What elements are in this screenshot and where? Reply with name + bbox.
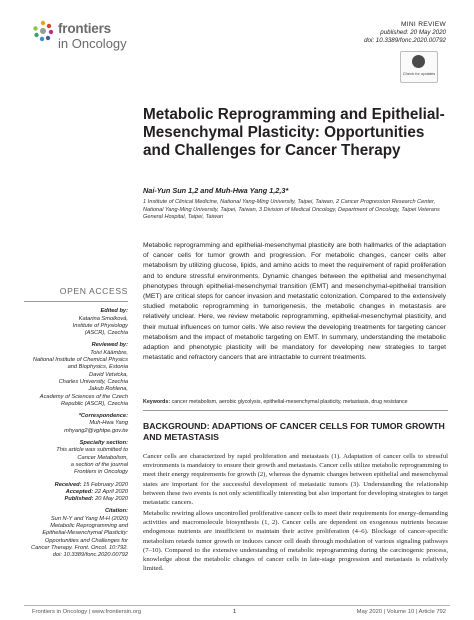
published-date — [24, 496, 128, 503]
reviewer-line: Toivi Käämbre, — [90, 349, 128, 356]
sidebar-divider — [24, 301, 128, 302]
reviewer-line: David Vetvicka, — [89, 371, 128, 378]
citation-doi-link[interactable]: doi: 10.3389/fonc.2020.00792 — [52, 552, 128, 559]
editor-line: Institute of Physiology — [72, 322, 128, 329]
reviewed-by-label: Reviewed by: — [91, 342, 128, 349]
specialty-line: Frontiers in Oncology — [73, 469, 128, 476]
published-date-header: published: 20 May 2020 — [380, 29, 446, 36]
received-value: 15 February 2020 — [83, 481, 128, 488]
keywords — [143, 399, 448, 406]
journal-logo-name: frontiers — [58, 21, 111, 36]
divider — [143, 410, 448, 411]
article-title: Metabolic Reprogramming and Epithelial-Mesenchymal Plasticity: Opportunities and Challenges for Cancer Therapy — [143, 106, 445, 159]
check-for-updates-button[interactable] — [400, 51, 438, 83]
specialty-line: Cancer Metabolism, — [77, 454, 128, 461]
published-label: Published: — [64, 496, 94, 503]
footer-volume-info: May 2020 | Volume 10 | Article 792 — [356, 609, 446, 615]
body-paragraph: Metabolic rewiring allows uncontrolled proliferative cancer cells to meet their requirements for energy-demanding activities and macromolecule biosynthesis (1, 2). Cancer cells are dependent on exogenous nutrients because endogenous nutrients are insufficient to maintain their active proliferation (4–6). Blockage of cancer-specific metabolism retards tumor growth or induces cancer cell death through modulation of various signaling pathways (7–10). Compared to the extensive understanding of metabolic reprogramming during the carcinogenic process, knowledge about the metabolic changes of cancer cells in late-stage progression and metastasis is relatively limited. — [143, 510, 448, 573]
doi-header: doi: 10.3389/fonc.2020.00792 — [364, 37, 446, 44]
abstract: Metabolic reprogramming and epithelial-mesenchymal plasticity are both hallmarks of the adaptation of cancer cells for tumor growth and progression. For metabolic changes, cancer cells alter metabolism by utilizing glucose, lipids, and amino acids to meet the requirement of rapid proliferation and to endure stressful environments. Dynamic changes between the epithelial and mesenchymal phenotypes through epithelial-mesenchymal transition (EMT) and mesenchymal-epithelial transition (MET) are critical steps for cancer invasion and metastatic colonization. Compared to the extensively studied metabolic reprogramming in tumorigenesis, the metabolic changes in metastasis are relatively unclear. Here, we review metabolic reprogramming, epithelial-mesenchymal plasticity, and their mutual influences on tumor cells. We also review the developing treatments for targeting cancer metabolism and the impact of metabolic targeting on EMT. In summary, understanding the metabolic adaption and phenotypic plasticity will be mandatory for developing new strategies to target metastatic and refractory cancers that are intractable to current treatments. — [143, 242, 446, 362]
specialty-section-info — [24, 447, 128, 476]
check-updates-label: Check for updates — [402, 71, 436, 76]
received-date — [24, 482, 128, 489]
reviewer-line: and Biophysics, Estonia — [67, 364, 128, 371]
received-label: Received: — [54, 481, 82, 488]
accepted-value: 22 April 2020 — [94, 488, 128, 495]
correspondence-label: *Correspondence: — [78, 413, 128, 420]
correspondence-info — [24, 420, 128, 435]
footer-journal-link[interactable]: Frontiers in Oncology | www.frontiersin.org — [32, 609, 142, 615]
specialty-section-label: Specialty section: — [79, 440, 128, 447]
citation-line: Cancer Therapy. Front. Oncol. 10:792. — [31, 544, 128, 551]
keywords-list: cancer metabolism, aerobic glycolysis, epithelial-mesenchymal plasticity, metastasis, drug resistance — [171, 399, 408, 405]
reviewer-line: Jakub Rohlena, — [88, 386, 128, 393]
article-type: MINI REVIEW — [400, 21, 446, 28]
editor-line: (ASCR), Czechia — [84, 330, 128, 337]
citation-line: Epithelial-Mesenchymal Plasticity: — [42, 530, 128, 537]
check-updates-icon — [412, 55, 425, 68]
reviewer-info — [24, 350, 128, 408]
reviewer-line: Republic (ASCR), Czechia — [60, 400, 128, 407]
body-paragraph: Cancer cells are characterized by rapid proliferation and metastasis (1). Adaptation of cancer cells to stressful environments is mandatory to ensure their growth and metastasis. Cancer cells utilize metabolic reprogramming to meet their energy requirements for growth (2), whereas the dynamic changes between epithelial and mesenchymal states are important for the successful development of metastatic tumors (3). Understanding the relationship between these two events is not only scientifically interesting but also important for developing strategies to target metastatic cancers. — [143, 453, 448, 507]
open-access-label: OPEN ACCESS — [59, 286, 128, 296]
author-affiliations: 1 Institute of Clinical Medicine, National Yang-Ming University, Taipei, Taiwan, 2 Cancer Progression Research Center, National Yang-Ming University, Taipei, Taiwan, 3 Division of Medical Oncology, Department of Oncology, Taipei Veterans General Hospital, Taipei, Taiwan — [143, 199, 440, 221]
footer-divider — [24, 605, 450, 606]
published-value: 20 May 2020 — [95, 496, 128, 503]
reviewer-line: Academy of Sciences of the Czech — [39, 393, 128, 400]
correspondence-email-link[interactable]: mhyang2@vghtpe.gov.tw — [64, 427, 128, 434]
citation-line: Metabolic Reprogramming and — [50, 523, 128, 530]
keywords-label: Keywords: — [143, 399, 171, 405]
citation-line: Opportunities and Challenges for — [44, 537, 128, 544]
specialty-line: This article was submitted to — [56, 447, 128, 454]
reviewer-line: Charles University, Czechia — [58, 378, 128, 385]
edited-by-label: Edited by: — [100, 308, 128, 315]
citation-label: Citation: — [104, 508, 128, 515]
accepted-date — [24, 489, 128, 496]
specialty-line: a section of the journal — [70, 461, 128, 468]
journal-logo-subtitle: in Oncology — [58, 36, 127, 51]
citation-line: Sun N-Y and Yang M-H (2020) — [50, 515, 128, 522]
citation-info — [24, 516, 128, 560]
accepted-label: Accepted: — [65, 488, 94, 495]
section-heading: BACKGROUND: ADAPTIONS OF CANCER CELLS FOR TUMOR GROWTH AND METASTASIS — [143, 421, 445, 442]
article-sidebar — [24, 288, 128, 565]
editor-info — [24, 316, 128, 338]
page-number: 1 — [233, 609, 237, 615]
author-list: Nai-Yun Sun 1,2 and Muh-Hwa Yang 1,2,3* — [143, 186, 289, 195]
article-meta-header — [364, 21, 446, 45]
frontiers-logo-icon — [32, 20, 54, 42]
reviewer-line: National Institute of Chemical Physics — [32, 357, 128, 364]
correspondence-name: Muh-Hwa Yang — [89, 420, 128, 427]
editor-line: Katarina Smolková, — [78, 315, 128, 322]
